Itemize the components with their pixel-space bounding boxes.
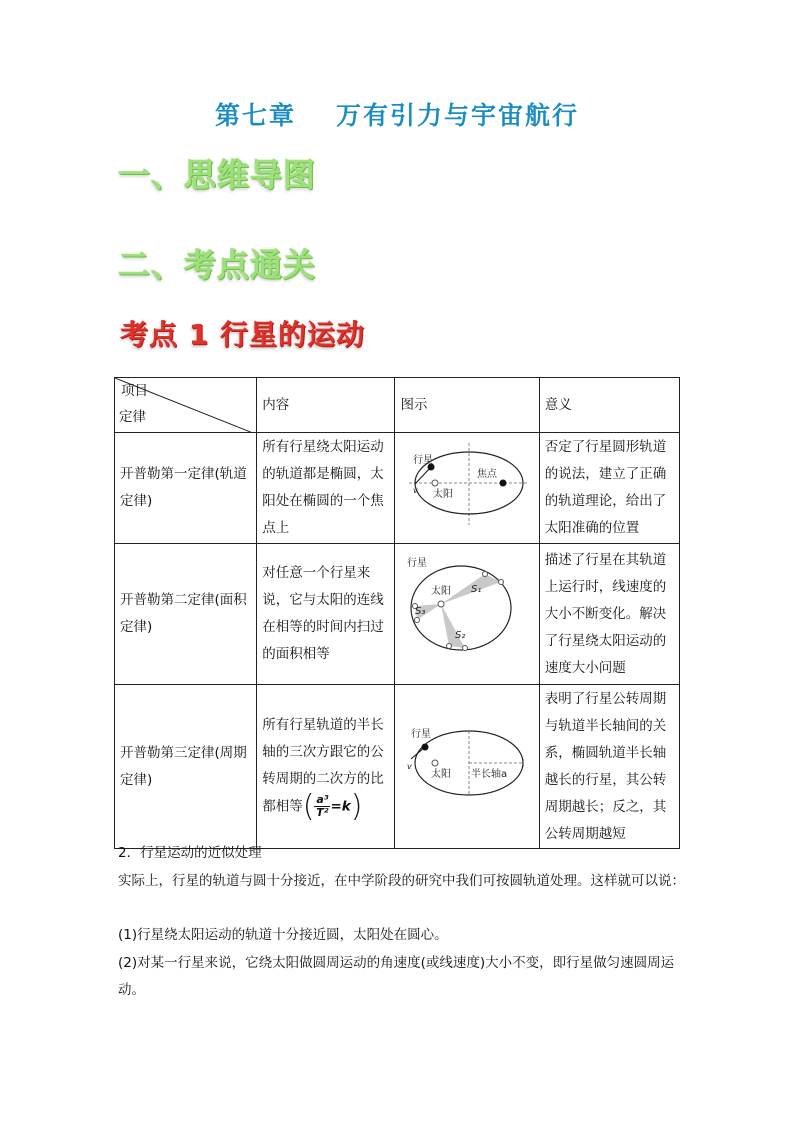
law-content-text: 所有行星轨道的半长轴的三次方跟它的公转周期的二次方的比都相等 — [262, 717, 384, 815]
law-content: 对任意一个行星来说，它与太阳的连线在相等的时间内扫过的面积相等 — [257, 544, 395, 685]
figure-first-law — [395, 433, 539, 544]
chapter-number: 第七章 — [214, 101, 296, 130]
law-name: 开普勒第三定律(周期定律) — [115, 685, 257, 849]
planet-label: 行星 — [407, 558, 428, 569]
area-law-diagram — [401, 544, 533, 674]
law-meaning: 表明了行星公转周期与轨道半长轴间的关系，椭圆轨道半长轴越长的行星，其公转周期越长；反之，其公转周期越短 — [539, 685, 679, 849]
sun-label: 太阳 — [433, 489, 454, 500]
table-row — [115, 433, 680, 544]
area-s1-label: S₁ — [471, 584, 482, 595]
sun-label: 太阳 — [431, 586, 452, 597]
approx-item-1: (1)行星绕太阳运动的轨道十分接近圆，太阳处在圆心。 — [118, 927, 448, 943]
formula-denominator: T² — [316, 806, 329, 820]
law-name: 开普勒第二定律(面积定律) — [115, 544, 257, 685]
table-row — [115, 685, 680, 849]
header-law-label: 定律 — [119, 409, 146, 425]
law-meaning: 否定了行星圆形轨道的说法，建立了正确的轨道理论，给出了太阳准确的位置 — [539, 433, 679, 544]
velocity-label: v — [407, 761, 412, 771]
approx-heading: 2．行星运动的近似处理 — [118, 845, 262, 861]
law-content: 所有行星轨道的半长轴的三次方跟它的公转周期的二次方的比都相等( $\frac{\text{a³}}{\text{T²}}$ =k) — [257, 685, 395, 849]
focus-label: 焦点 — [477, 469, 498, 480]
law-meaning: 描述了行星在其轨道上运行时，线速度的大小不断变化。解决了行星绕太阳运动的速度大小问题 — [539, 544, 679, 685]
header-figure: 图示 — [395, 378, 539, 433]
approx-item-2: (2)对某一行星来说，它绕太阳做圆周运动的角速度(或线速度)大小不变，即行星做匀速圆周运动。 — [118, 955, 675, 998]
diagonal-header-cell — [115, 378, 257, 433]
area-s3-label: S₃ — [415, 606, 426, 617]
header-content: 内容 — [257, 378, 395, 433]
chapter-name: 万有引力与宇宙航行 — [336, 101, 580, 130]
kaodian-heading: 考点 1 行星的运动 — [120, 318, 365, 351]
section-kaodian-heading: 二、考点通关 — [118, 246, 317, 284]
law-name: 开普勒第一定律(轨道定律) — [115, 433, 257, 544]
approx-paragraph: 实际上，行星的轨道与圆十分接近，在中学阶段的研究中我们可按圆轨道处理。这样就可以说： — [118, 873, 685, 889]
kepler-laws-table — [114, 377, 680, 849]
header-item-label: 项目 — [121, 383, 148, 399]
header-meaning: 意义 — [539, 378, 679, 433]
formula-numerator: a³ — [316, 793, 329, 807]
planet-label: 行星 — [413, 455, 434, 466]
figure-third-law — [395, 685, 539, 849]
formula-rhs: =k — [330, 798, 351, 815]
area-s2-label: S₂ — [455, 630, 466, 641]
figure-second-law — [395, 544, 539, 685]
table-row — [115, 544, 680, 685]
formula-fraction — [314, 794, 330, 819]
chapter-title — [0, 96, 794, 132]
semi-major-axis-diagram — [401, 707, 533, 817]
axis-label: 半长轴a — [471, 768, 508, 780]
ellipse-orbit-diagram — [401, 433, 533, 533]
sun-label: 太阳 — [431, 768, 452, 780]
table-header-row — [115, 378, 680, 433]
planet-label: 行星 — [411, 728, 432, 740]
velocity-label: v — [413, 486, 418, 495]
law-content: 所有行星绕太阳运动的轨道都是椭圆，太阳处在椭圆的一个焦点上 — [257, 433, 395, 544]
section-mindmap-heading: 一、思维导图 — [118, 156, 317, 194]
